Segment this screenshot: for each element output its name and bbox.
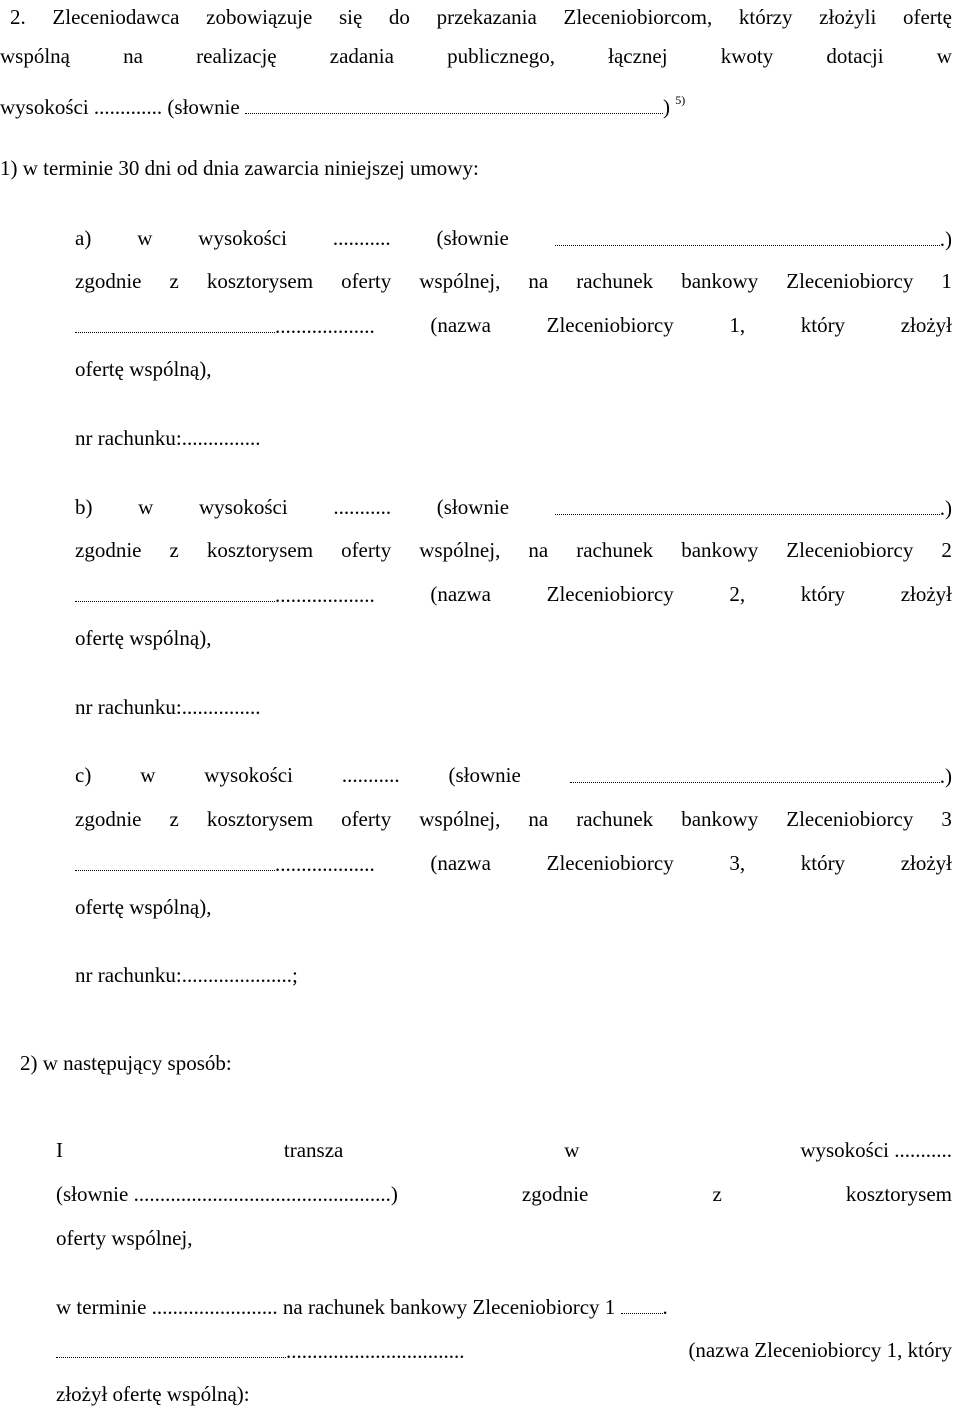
- word: (słownie: [436, 226, 509, 250]
- tranche-line-6: złożył ofertę wspólną):: [56, 1382, 250, 1406]
- blank-line: [555, 225, 940, 246]
- word: na: [528, 538, 549, 562]
- word: transza: [283, 1138, 344, 1162]
- footnote-ref: 5): [675, 93, 686, 107]
- blank-line: [245, 93, 663, 114]
- word: 1: [941, 269, 952, 293]
- word: Zleceniobiorcy: [786, 269, 914, 293]
- word: na: [528, 269, 549, 293]
- word: ...........: [341, 763, 400, 787]
- blank-line: [570, 762, 940, 783]
- blank-line: [75, 850, 275, 871]
- item-a-line-4: ofertę wspólną),: [75, 357, 212, 381]
- word: Zleceniodawca: [52, 5, 180, 29]
- item-c-line-1: [75, 762, 952, 789]
- tranche-line-5: [56, 1337, 952, 1364]
- intro-line-3: [0, 87, 685, 120]
- word: 2.: [10, 5, 26, 29]
- paren: ): [663, 95, 670, 119]
- word: z: [169, 269, 179, 293]
- item-a-line-2: [75, 268, 952, 294]
- word: oferty: [341, 807, 392, 831]
- word: ...................: [275, 314, 375, 338]
- word: oferty: [341, 269, 392, 293]
- item-b-line-1: [75, 494, 952, 521]
- word: złożył: [900, 582, 952, 606]
- word: wspólną: [0, 44, 70, 68]
- word: a): [75, 226, 92, 250]
- amount-text: wysokości ............. (słownie: [0, 95, 240, 119]
- word: Zleceniobiorcy: [546, 582, 674, 606]
- word: Zleceniobiorcy: [546, 313, 674, 337]
- word: złożyli: [819, 5, 877, 29]
- word: 2,: [729, 582, 746, 606]
- word: w: [564, 1138, 580, 1162]
- word: rachunek: [576, 269, 654, 293]
- word: w: [936, 44, 952, 68]
- word: realizację: [196, 44, 277, 68]
- word: (nazwa: [430, 582, 491, 606]
- tranche-line-4: [56, 1293, 668, 1320]
- intro-line-1: [10, 4, 952, 30]
- blank-line: [555, 494, 940, 515]
- word: wysokości: [198, 226, 287, 250]
- word: wspólnej,: [419, 807, 501, 831]
- word: łącznej: [608, 44, 668, 68]
- tranche-line-1: [56, 1137, 952, 1163]
- item-b-line-2: [75, 537, 952, 563]
- word: wysokości: [198, 495, 288, 519]
- word: wspólnej,: [419, 269, 501, 293]
- item-a-line-1: [75, 225, 952, 252]
- word: którzy: [738, 5, 793, 29]
- word: który: [800, 582, 846, 606]
- word: (nazwa Zleceniobiorcy 1, który: [688, 1338, 952, 1362]
- word: wspólnej,: [419, 538, 501, 562]
- word: zadania: [329, 44, 394, 68]
- word: Zleceniobiorcy: [546, 851, 674, 875]
- word: (słownie: [448, 763, 521, 787]
- word: w: [137, 226, 153, 250]
- word: 3: [941, 807, 952, 831]
- word: kosztorysem: [206, 807, 314, 831]
- word: .): [939, 227, 952, 251]
- item-b-line-4: ofertę wspólną),: [75, 626, 212, 650]
- blank-line: [621, 1293, 663, 1314]
- word: bankowy: [681, 807, 759, 831]
- word: kwoty: [720, 44, 774, 68]
- word: w: [138, 495, 154, 519]
- word: z: [169, 538, 179, 562]
- word: b): [75, 495, 93, 519]
- word: na: [528, 807, 549, 831]
- word: .: [662, 1295, 668, 1319]
- word: .): [939, 764, 952, 788]
- word: zgodnie: [521, 1182, 589, 1206]
- word: (słownie: [436, 495, 510, 519]
- word: ...........: [894, 1138, 952, 1162]
- word: zgodnie: [75, 807, 142, 831]
- word: ...........: [333, 495, 392, 519]
- word: 3,: [729, 851, 746, 875]
- word: 2: [941, 538, 952, 562]
- term-text: w terminie ........................ na rachunek bankowy Zleceniobiorcy 1: [56, 1295, 616, 1319]
- item-b-account: nr rachunku:...............: [75, 695, 261, 719]
- word: ofertę: [902, 5, 952, 29]
- tranche-line-2: [56, 1181, 952, 1207]
- word: z: [169, 807, 179, 831]
- word: Zleceniobiorcy: [786, 807, 914, 831]
- word: kosztorysem: [206, 538, 314, 562]
- word: dotacji: [826, 44, 884, 68]
- word: ...................: [275, 583, 375, 607]
- word: w: [140, 763, 156, 787]
- word: zobowiązuje: [206, 5, 313, 29]
- word: bankowy: [681, 538, 759, 562]
- word: na: [123, 44, 143, 68]
- word: publicznego,: [447, 44, 555, 68]
- item-c-account: nr rachunku:.....................;: [75, 963, 298, 987]
- word: z: [712, 1182, 722, 1206]
- item-a-line-3: [75, 312, 952, 339]
- word: kosztorysem: [845, 1182, 952, 1206]
- item-b-line-3: [75, 581, 952, 608]
- word: c): [75, 763, 92, 787]
- word: przekazania: [436, 5, 537, 29]
- word: ...........: [332, 226, 391, 250]
- word: ...................: [275, 852, 375, 876]
- term-1-heading: 1) w terminie 30 dni od dnia zawarcia niniejszej umowy:: [0, 156, 479, 180]
- word: Zleceniobiorcom,: [563, 5, 713, 29]
- word: zgodnie: [75, 269, 142, 293]
- word: oferty: [341, 538, 392, 562]
- word: rachunek: [576, 538, 654, 562]
- item-c-line-2: [75, 806, 952, 832]
- word: wysokości: [204, 763, 293, 787]
- blank-line: [75, 581, 275, 602]
- word: (nazwa: [430, 851, 491, 875]
- word: .................................................): [133, 1182, 398, 1206]
- intro-line-2: [0, 43, 952, 69]
- word: Zleceniobiorcy: [786, 538, 914, 562]
- word: się: [338, 5, 363, 29]
- item-a-account: nr rachunku:...............: [75, 426, 261, 450]
- term-2-heading: 2) w następujący sposób:: [20, 1051, 232, 1075]
- word: złożył: [900, 851, 952, 875]
- blank-line: [56, 1337, 286, 1358]
- word: .): [939, 496, 952, 520]
- word: bankowy: [681, 269, 759, 293]
- word: ..................................: [286, 1339, 465, 1363]
- word: zgodnie: [75, 538, 142, 562]
- word: (nazwa: [430, 313, 491, 337]
- tranche-line-3: oferty wspólnej,: [56, 1226, 193, 1250]
- item-c-line-4: ofertę wspólną),: [75, 895, 212, 919]
- word: kosztorysem: [206, 269, 314, 293]
- item-c-line-3: [75, 850, 952, 877]
- word: rachunek: [576, 807, 654, 831]
- blank-line: [75, 312, 275, 333]
- word: który: [800, 313, 846, 337]
- word: I: [56, 1138, 63, 1162]
- word: do: [388, 5, 410, 29]
- word: który: [800, 851, 846, 875]
- word: złożył: [900, 313, 952, 337]
- word: 1,: [729, 313, 746, 337]
- word: (słownie: [56, 1182, 129, 1206]
- word: wysokości: [800, 1138, 889, 1162]
